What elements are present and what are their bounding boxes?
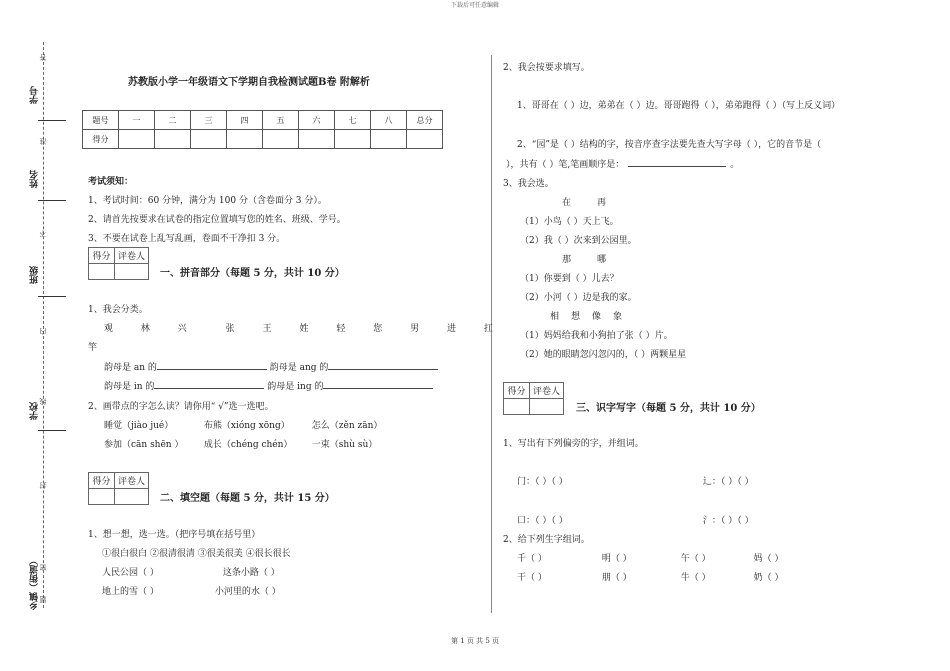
notice-heading: 考试须知： — [88, 177, 134, 187]
radical-item[interactable]: 口：（ ）（ ） — [517, 516, 568, 526]
notice-item: 2、请首先按要求在试卷的指定位置填写您的姓名、班级、学号。 — [88, 215, 346, 225]
char-item: 男 — [410, 324, 420, 334]
question-text: 1、想一想，选一选。（把序号填在括号里） — [88, 530, 261, 540]
char-list — [104, 321, 493, 334]
question-text: 2、画带点的字怎么读？请你用“ √”选一选吧。 — [88, 402, 274, 412]
section2-heading: 二、填空题（每题 5 分，共计 15 分） — [160, 493, 335, 504]
grader-box-cell[interactable] — [115, 264, 149, 280]
fill-item[interactable]: （1）妈妈给我和小狗拍了张（ ）片。 — [520, 331, 673, 341]
word-choice: 再 — [597, 198, 607, 208]
score-table-cell: 总分 — [407, 111, 443, 130]
char-item: 扛 — [483, 324, 493, 334]
score-input-cell[interactable] — [371, 130, 407, 149]
fill-item[interactable]: 小河里的水（ ） — [214, 587, 281, 597]
radical-row — [517, 474, 754, 487]
fill-line — [38, 120, 66, 121]
score-input-cell[interactable] — [335, 130, 371, 149]
binding-mark: 封 — [39, 482, 47, 489]
question-text: 1、我会分类。 — [88, 305, 148, 315]
score-input-cell[interactable] — [155, 130, 191, 149]
char-item: 观 — [104, 324, 114, 334]
grader-box-cell[interactable] — [89, 489, 115, 505]
binding-mark: 密 — [39, 564, 47, 571]
score-table-cell: 得分 — [83, 130, 119, 149]
notice-item: 1、考试时间：60 分钟，满分为 100 分（含卷面分 3 分）。 — [88, 196, 327, 206]
word-item[interactable]: 午（ ） — [680, 554, 711, 564]
label-student-id: 学号 — [30, 86, 40, 104]
fill-item[interactable]: 人民公园（ ） — [102, 568, 159, 578]
question-text: 2、我会按要求填写。 — [503, 63, 590, 73]
classify-row — [104, 360, 438, 373]
notice-item: 3、不要在试卷上乱写乱画，卷面不干净扣 3 分。 — [88, 234, 286, 244]
pinyin-choice[interactable]: 睡觉（jiào jué） — [104, 421, 174, 431]
pinyin-row — [104, 418, 382, 431]
score-input-cell[interactable] — [227, 130, 263, 149]
pinyin-choice[interactable]: 参加（cān shēn ） — [104, 440, 184, 450]
classify-row — [104, 379, 433, 392]
grader-box — [503, 382, 564, 415]
answer-blank[interactable] — [328, 361, 438, 370]
score-input-cell[interactable] — [191, 130, 227, 149]
fill-item[interactable]: （2）她的眼睛忽闪忽闪的，（ ）两颗星星 — [520, 350, 687, 360]
pinyin-choice[interactable]: 怎么（zěn zān） — [311, 421, 383, 431]
classify-label: 韵母是 an 的 — [104, 363, 157, 373]
label-class: 班级 — [30, 266, 40, 284]
word-pair — [562, 252, 606, 265]
page-title: 苏教版小学一年级语文下学期自我检测试题B卷 附解析 — [128, 77, 370, 88]
char-item: 进 — [447, 324, 457, 334]
grader-box-label: 得分 — [504, 383, 530, 399]
fill-row — [102, 584, 281, 597]
score-table-cell: 二 — [155, 111, 191, 130]
score-table-cell: 五 — [263, 111, 299, 130]
radical-item[interactable]: 氵：（ ）（ ） — [702, 516, 754, 526]
pinyin-choice[interactable]: 布熊（xióng xōng） — [203, 421, 290, 431]
score-table-cell: 七 — [335, 111, 371, 130]
word-row — [517, 570, 784, 583]
classify-label: 韵母是 in 的 — [104, 382, 155, 392]
radical-item[interactable]: 门：（ ）（ ） — [517, 477, 568, 487]
word-choice: 相 — [550, 312, 560, 322]
char-item: 林 — [140, 324, 150, 334]
section1-heading: 一、拼音部分（每题 5 分，共计 10 分） — [160, 268, 345, 279]
answer-blank[interactable] — [154, 380, 264, 389]
radical-item[interactable]: 辶：（ ）（ ） — [702, 477, 754, 487]
word-item[interactable]: 朋（ ） — [601, 573, 632, 583]
answer-blank[interactable] — [157, 361, 267, 370]
fill-item[interactable]: （1）你要到（ ）儿去？ — [520, 274, 619, 284]
grader-box-cell[interactable] — [504, 399, 530, 415]
word-item[interactable]: 干（ ） — [517, 573, 547, 583]
binding-strip — [0, 30, 60, 610]
binding-mark: 答 — [39, 54, 47, 61]
grader-box — [88, 247, 149, 280]
pinyin-row — [104, 437, 377, 450]
score-input-cell[interactable] — [299, 130, 335, 149]
question-text: 3、我会选。 — [503, 179, 554, 189]
char-item: 轻 — [336, 324, 346, 334]
word-item[interactable]: 奶（ ） — [753, 573, 784, 583]
char-item: 您 — [373, 324, 383, 334]
word-row — [517, 551, 784, 564]
fill-item[interactable]: 这条小路（ ） — [222, 568, 280, 578]
center-divider — [491, 55, 492, 613]
question-text — [506, 157, 739, 170]
binding-mark: 准 — [39, 138, 47, 145]
label-township: 乡镇（街道） — [30, 556, 40, 610]
score-table-cell: 四 — [227, 111, 263, 130]
score-table-cell: 八 — [371, 111, 407, 130]
question-text: 1、写出有下列偏旁的字，并组词。 — [503, 439, 644, 449]
classify-label: 韵母是 ang 的 — [269, 363, 329, 373]
grader-box-label: 得分 — [89, 473, 115, 489]
word-item[interactable]: 牛（ ） — [680, 573, 711, 583]
grader-box-label: 评卷人 — [530, 383, 564, 399]
radical-row — [517, 513, 754, 526]
label-school: 学校 — [30, 402, 40, 420]
question-text: 2、“园”是（ ）结构的字，按音序查字法要先查大写字母（ ），它的音节是（ — [517, 140, 822, 150]
char-item: 竿 — [88, 343, 98, 353]
score-input-cell[interactable] — [407, 130, 443, 149]
word-choice: 哪 — [597, 255, 607, 265]
pinyin-choice[interactable]: 成长（chéng chén） — [203, 440, 293, 450]
label-name: 姓名 — [30, 170, 40, 188]
score-table-score-row — [83, 130, 443, 149]
fill-item[interactable]: （2）我（ ）次来到公园里。 — [520, 236, 637, 246]
binding-mark: 题 — [39, 596, 47, 603]
fill-item[interactable]: （2）小河（ ）边是我的家。 — [520, 293, 637, 303]
fill-row — [102, 565, 280, 578]
word-choice: 象 — [613, 312, 623, 322]
score-input-cell[interactable] — [119, 130, 155, 149]
fill-line — [38, 430, 66, 431]
grader-box-label: 评卷人 — [115, 473, 149, 489]
word-choice: 想 — [571, 312, 581, 322]
top-note: 下载后可任意编辑 — [450, 2, 499, 9]
char-item: 姓 — [299, 324, 309, 334]
char-item: 兴 — [177, 324, 187, 334]
word-item[interactable]: 妈（ ） — [753, 554, 784, 564]
word-pair — [562, 195, 606, 208]
word-choice: 在 — [562, 198, 572, 208]
grader-box-cell[interactable] — [89, 264, 115, 280]
score-table-cell: 题号 — [83, 111, 119, 130]
binding-mark: 不 — [39, 230, 47, 237]
binding-mark: 线 — [39, 398, 47, 405]
score-input-cell[interactable] — [263, 130, 299, 149]
section3-heading: 三、识字写字（每题 5 分，共计 10 分） — [576, 403, 761, 414]
fill-line — [38, 200, 66, 201]
fill-item[interactable]: 地上的雪（ ） — [102, 587, 159, 597]
classify-label: 韵母是 ing 的 — [267, 382, 324, 392]
binding-mark: 内 — [39, 328, 47, 335]
page-footer: 第 1 页 共 5 页 — [450, 637, 500, 645]
score-table-cell: 三 — [191, 111, 227, 130]
char-item: 王 — [262, 324, 272, 334]
answer-blank[interactable] — [628, 158, 726, 167]
fill-line — [38, 296, 66, 297]
options-text: ①很白很白 ②很清很清 ③很美很美 ④很长很长 — [102, 549, 291, 559]
grader-box-cell[interactable] — [530, 399, 564, 415]
word-item[interactable]: 千（ ） — [517, 554, 547, 564]
score-table-cell: 一 — [119, 111, 155, 130]
question-fragment: ），共有（ ）笔,笔画顺序是： — [506, 160, 625, 170]
score-table-cell: 六 — [299, 111, 335, 130]
grader-box — [88, 472, 149, 505]
binding-dashed-line — [43, 42, 44, 608]
question-text: 2、给下列生字组词。 — [503, 535, 590, 545]
fill-item[interactable]: （1）小鸟（ ）天上飞。 — [520, 217, 619, 227]
grader-box-cell[interactable] — [115, 489, 149, 505]
word-choice: 像 — [592, 312, 602, 322]
pinyin-choice[interactable]: 一束（shù sù） — [311, 440, 378, 450]
word-choice: 那 — [562, 255, 572, 265]
grader-box-label: 得分 — [89, 248, 115, 264]
question-fragment: 。 — [730, 160, 740, 170]
grader-box-label: 评卷人 — [115, 248, 149, 264]
question-text: 1、哥哥在（ ）边，弟弟在（ ）边。哥哥跑得（ ），弟弟跑得（ ）（写上反义词） — [517, 101, 841, 111]
score-table — [82, 110, 443, 149]
score-table-header-row — [83, 111, 443, 130]
word-item[interactable]: 明（ ） — [601, 554, 632, 564]
answer-blank[interactable] — [323, 380, 433, 389]
char-item: 张 — [225, 324, 235, 334]
word-pair — [550, 309, 622, 322]
